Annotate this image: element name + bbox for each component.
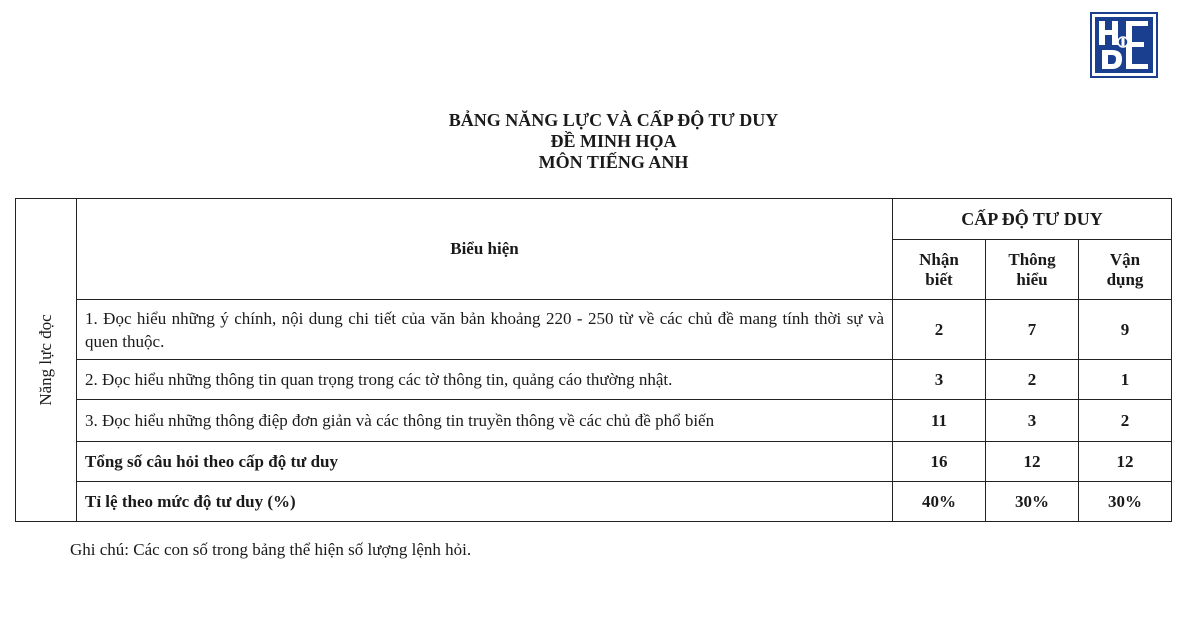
header-nhan-biet-line2: biết [925, 269, 953, 289]
header-cap-do-tu-duy: CẤP ĐỘ TƯ DUY [893, 199, 1172, 240]
competency-table [15, 198, 1172, 522]
row-thong-hieu: 2 [986, 360, 1079, 400]
header-bieu-hien: Biểu hiện [77, 199, 893, 300]
row-van-dung: 9 [1079, 300, 1172, 360]
header-nhan-biet [893, 240, 986, 300]
header-van-dung [1079, 240, 1172, 300]
row-desc: 2. Đọc hiểu những thông tin quan trọng trong các tờ thông tin, quảng cáo thường nhật. [77, 360, 893, 400]
title-block [0, 110, 1200, 173]
row-van-dung: 1 [1079, 360, 1172, 400]
row-thong-hieu: 7 [986, 300, 1079, 360]
total-nhan-biet: 16 [893, 442, 986, 482]
ratio-row [16, 482, 1172, 522]
row-nhan-biet: 3 [893, 360, 986, 400]
side-label-cell [16, 199, 77, 522]
title-line-2: ĐỀ MINH HỌA [550, 131, 677, 151]
header-thong-hieu [986, 240, 1079, 300]
total-van-dung: 12 [1079, 442, 1172, 482]
row-nhan-biet: 2 [893, 300, 986, 360]
ratio-label: Tỉ lệ theo mức độ tư duy (%) [77, 482, 893, 522]
table-row [16, 360, 1172, 400]
total-thong-hieu: 12 [986, 442, 1079, 482]
row-desc: 3. Đọc hiểu những thông điệp đơn giản và các thông tin truyền thông về các chủ đề phổ biến [77, 400, 893, 442]
row-thong-hieu: 3 [986, 400, 1079, 442]
ratio-nhan-biet: 40% [893, 482, 986, 522]
row-van-dung: 2 [1079, 400, 1172, 442]
ratio-van-dung: 30% [1079, 482, 1172, 522]
total-label: Tổng số câu hỏi theo cấp độ tư duy [77, 442, 893, 482]
header-van-dung-line2: dụng [1106, 269, 1144, 289]
ratio-thong-hieu: 30% [986, 482, 1079, 522]
row-desc: 1. Đọc hiểu những ý chính, nội dung chi tiết của văn bản khoảng 220 - 250 từ về các chủ đề mang tính thời sự và quen thuộc. [77, 300, 893, 360]
row-nhan-biet: 11 [893, 400, 986, 442]
header-nhan-biet-line1: Nhận [919, 249, 959, 269]
total-row [16, 442, 1172, 482]
title-line-1: BẢNG NĂNG LỰC VÀ CẤP ĐỘ TƯ DUY [448, 110, 779, 130]
hed-logo [1090, 12, 1158, 78]
header-van-dung-line1: Vận [1109, 249, 1141, 269]
footnote: Ghi chú: Các con số trong bảng thể hiện số lượng lệnh hỏi. [70, 540, 472, 559]
header-thong-hieu-line1: Thông [1008, 249, 1056, 269]
side-label: Năng lực đọc [36, 314, 55, 406]
header-thong-hieu-line2: hiểu [1016, 269, 1048, 289]
title-line-3: MÔN TIẾNG ANH [538, 152, 689, 172]
table-row [16, 300, 1172, 360]
hed-logo-mark [1090, 12, 1158, 78]
table-row [16, 400, 1172, 442]
